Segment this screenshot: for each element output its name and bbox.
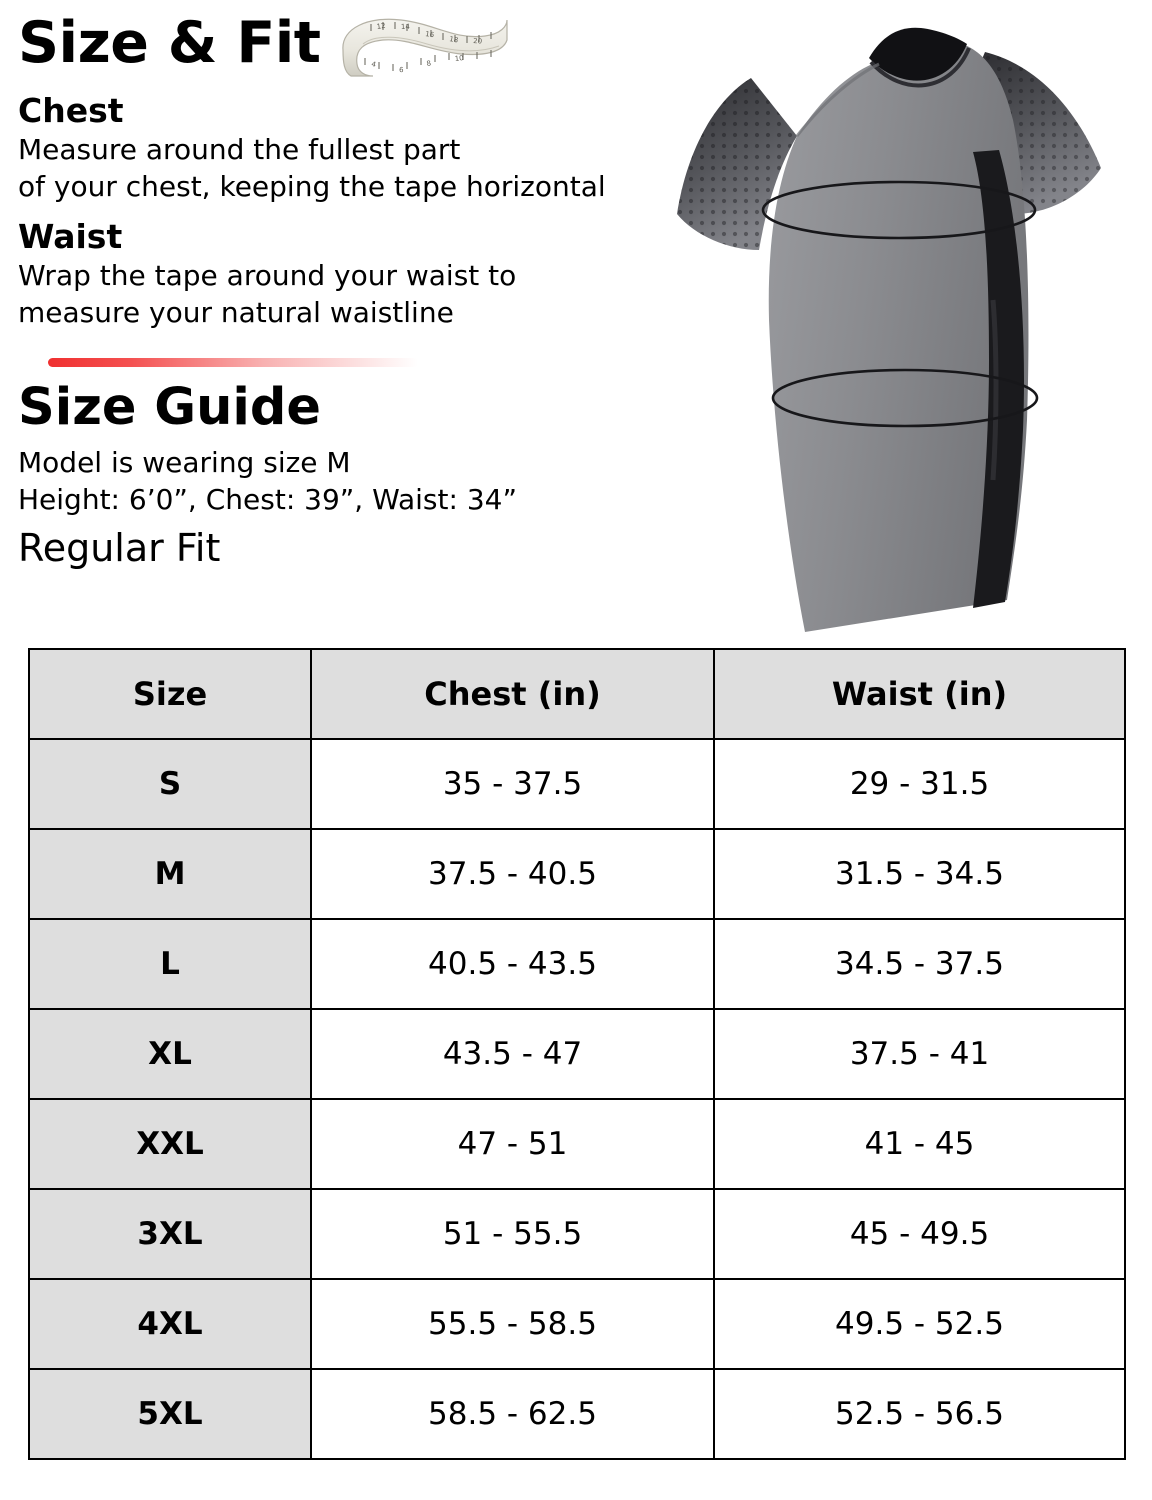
cell-size: XXL [29, 1099, 311, 1189]
svg-text:10: 10 [453, 54, 464, 63]
model-measurements-line: Height: 6’0”, Chest: 39”, Waist: 34” [18, 483, 517, 517]
cell-size: 3XL [29, 1189, 311, 1279]
cell-waist: 31.5 - 34.5 [714, 829, 1125, 919]
cell-size: 5XL [29, 1369, 311, 1459]
measuring-tape-icon [335, 10, 510, 82]
cell-waist: 37.5 - 41 [714, 1009, 1125, 1099]
cell-chest: 58.5 - 62.5 [311, 1369, 714, 1459]
cell-waist: 52.5 - 56.5 [714, 1369, 1125, 1459]
table-row [29, 1099, 1125, 1189]
cell-chest: 55.5 - 58.5 [311, 1279, 714, 1369]
cell-size: L [29, 919, 311, 1009]
title-row [18, 8, 688, 80]
table-row [29, 1189, 1125, 1279]
cell-waist: 34.5 - 37.5 [714, 919, 1125, 1009]
section-divider [18, 358, 418, 370]
table-header-row [29, 649, 1125, 739]
svg-text:8: 8 [425, 59, 432, 68]
cell-chest: 35 - 37.5 [311, 739, 714, 829]
svg-text:6: 6 [398, 66, 404, 75]
column-header-chest: Chest (in) [311, 649, 714, 739]
table-row [29, 1009, 1125, 1099]
table-row [29, 919, 1125, 1009]
product-image-tshirt [655, 0, 1152, 650]
cell-size: XL [29, 1009, 311, 1099]
table-row [29, 739, 1125, 829]
cell-chest: 40.5 - 43.5 [311, 919, 714, 1009]
size-fit-info-panel [18, 8, 688, 572]
page-title: Size & Fit [18, 10, 321, 77]
chest-section-heading: Chest [18, 91, 124, 130]
fit-type-label: Regular Fit [18, 526, 221, 571]
table-row [29, 829, 1125, 919]
cell-chest: 37.5 - 40.5 [311, 829, 714, 919]
table-row [29, 1279, 1125, 1369]
svg-text:14: 14 [400, 22, 410, 31]
column-header-waist: Waist (in) [714, 649, 1125, 739]
svg-text:16: 16 [424, 30, 435, 40]
size-guide-title: Size Guide [18, 377, 321, 437]
table-row [29, 1369, 1125, 1459]
cell-chest: 43.5 - 47 [311, 1009, 714, 1099]
waist-section-body: Wrap the tape around your waist to measure your natural waistline [18, 258, 517, 329]
cell-chest: 51 - 55.5 [311, 1189, 714, 1279]
cell-size: S [29, 739, 311, 829]
model-size-line: Model is wearing size M [18, 445, 351, 479]
cell-waist: 45 - 49.5 [714, 1189, 1125, 1279]
cell-size: M [29, 829, 311, 919]
column-header-size: Size [29, 649, 311, 739]
chest-section-body: Measure around the fullest part of your chest, keeping the tape horizontal [18, 132, 606, 203]
waist-section-heading: Waist [18, 216, 123, 256]
svg-text:12: 12 [375, 21, 386, 31]
cell-waist: 49.5 - 52.5 [714, 1279, 1125, 1369]
size-chart-table [28, 648, 1126, 1460]
cell-chest: 47 - 51 [311, 1099, 714, 1189]
divider-bar [48, 358, 418, 367]
svg-text:20: 20 [472, 37, 482, 46]
cell-waist: 29 - 31.5 [714, 739, 1125, 829]
cell-waist: 41 - 45 [714, 1099, 1125, 1189]
svg-text:4: 4 [370, 60, 377, 70]
cell-size: 4XL [29, 1279, 311, 1369]
svg-text:18: 18 [448, 35, 459, 45]
